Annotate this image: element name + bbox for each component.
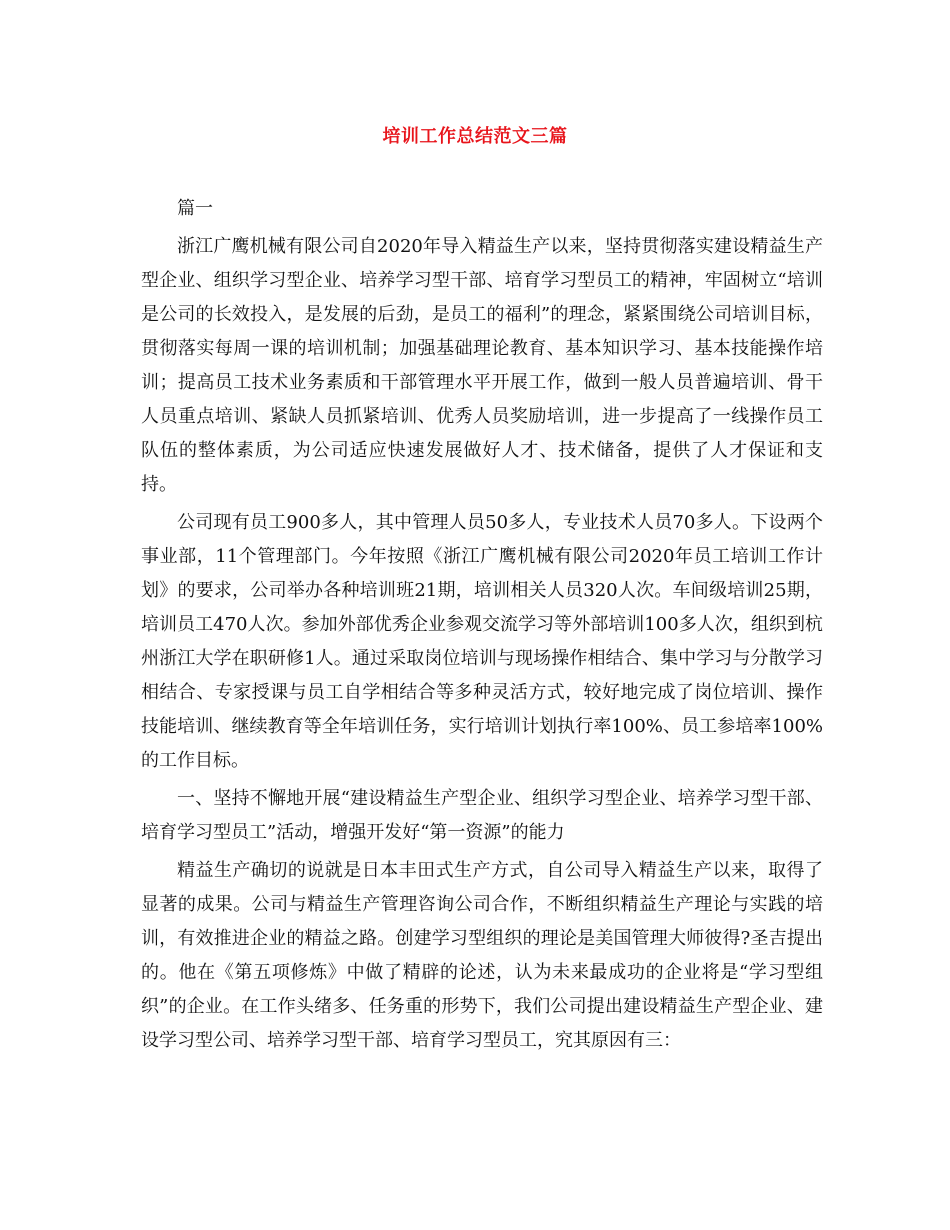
- document-body: [141, 192, 823, 1058]
- paragraph-staff-stats: 公司现有员工900多人，其中管理人员50多人，专业技术人员70多人。下设两个事业部，11个管理部门。今年按照《浙江广鹰机械有限公司2020年员工培训工作计划》的要求，公司举办各种培训班21期，培训相关人员320人次。车间级培训25期，培训员工470人次。参加外部优秀企业参观交流学习等外部培训100多人次，组织到杭州浙江大学在职研修1人。通过采取岗位培训与现场操作相结合、集中学习与分散学习相结合、专家授课与员工自学相结合等多种灵活方式，较好地完成了岗位培训、操作技能培训、继续教育等全年培训任务，实行培训计划执行率100%、员工参培率100%的工作目标。: [141, 512, 823, 771]
- section-heading-one: 一、坚持不懈地开展“建设精益生产型企业、组织学习型企业、培养学习型干部、培育学习型员工”活动，增强开发好“第一资源”的能力: [141, 788, 823, 843]
- section-label: 篇一: [177, 198, 213, 219]
- paragraph-lean-production: 精益生产确切的说就是日本丰田式生产方式，自公司导入精益生产以来，取得了显著的成果。公司与精益生产管理咨询公司合作，不断组织精益生产理论与实践的培训，有效推进企业的精益之路。创建学习型组织的理论是美国管理大师彼得?圣吉提出的。他在《第五项修炼》中做了精辟的论述，认为未来最成功的企业将是“学习型组织”的企业。在工作头绪多、任务重的形势下，我们公司提出建设精益生产型企业、建设学习型公司、培养学习型干部、培育学习型员工，究其原因有三：: [141, 860, 823, 1051]
- document-title: 培训工作总结范文三篇: [382, 126, 568, 147]
- paragraph-intro: 浙江广鹰机械有限公司自2020年导入精益生产以来，坚持贯彻落实建设精益生产型企业、组织学习型企业、培养学习型干部、培育学习型员工的精神，牢固树立“培训是公司的长效投入，是发展的后劲，是员工的福利”的理念，紧紧围绕公司培训目标，贯彻落实每周一课的培训机制；加强基础理论教育、基本知识学习、基本技能操作培训；提高员工技术业务素质和干部管理水平开展工作，做到一般人员普遍培训、骨干人员重点培训、紧缺人员抓紧培训、优秀人员奖励培训，进一步提高了一线操作员工队伍的整体素质，为公司适应快速发展做好人才、技术储备，提供了人才保证和支持。: [141, 236, 823, 495]
